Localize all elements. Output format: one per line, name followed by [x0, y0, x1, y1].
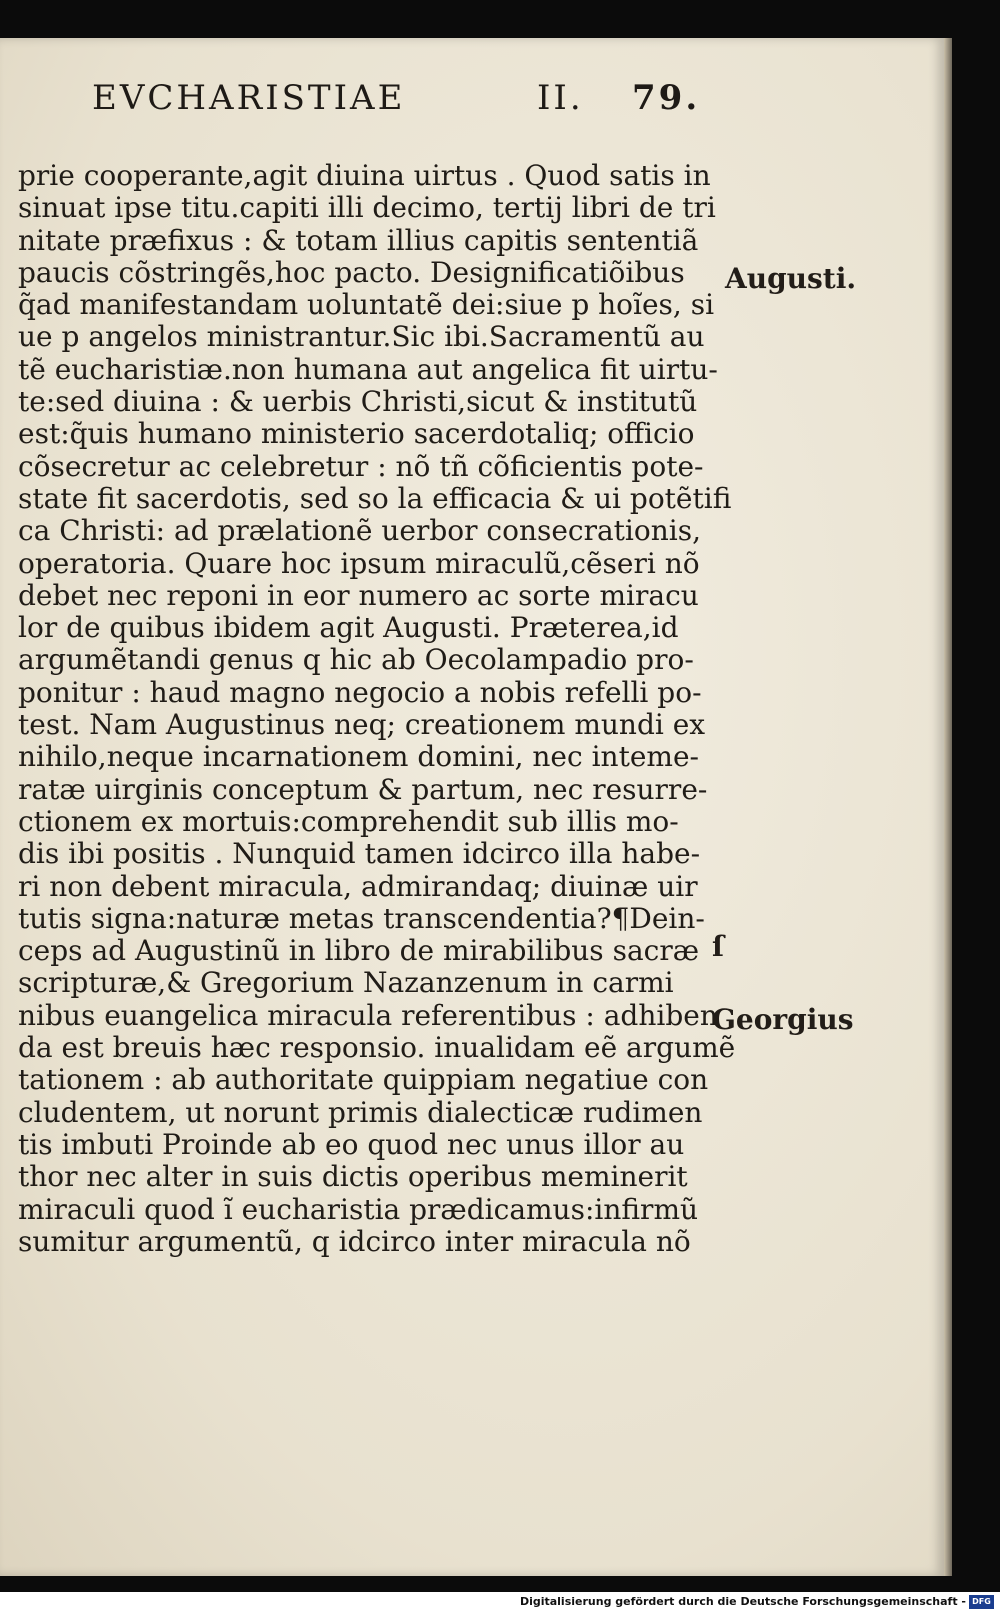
funding-credit: Digitalisierung gefördert durch die Deutsche Forschungsgemeinschaft - [519, 1595, 966, 1608]
text-line: state fit sacerdotis, sed so la efficacia & ui potẽtifi [18, 481, 732, 515]
body-text [18, 159, 736, 1258]
text-line: est:q̃uis humano ministerio sacerdotaliq; officio [18, 417, 695, 451]
text-line: nitate præfixus : & totam illius capitis sententiã [18, 223, 699, 257]
text-line: ceps ad Augustinũ in libro de mirabilibus sacræ [18, 934, 700, 968]
text-line: te:sed diuina : & uerbis Christi,sicut & institutũ [18, 385, 698, 419]
text-line: ctionem ex mortuis:comprehendit sub illis mo- [18, 804, 679, 838]
dfg-logo: DFG [969, 1595, 994, 1609]
text-line: debet nec reponi in eor numero ac sorte miracu [18, 578, 699, 612]
section-number: II. [537, 78, 584, 118]
text-line: scripturæ,& Gregorium Nazanzenum in carmi [18, 966, 674, 1000]
running-title: EVCHARISTIAE [92, 78, 406, 118]
text-line: ri non debent miracula, admirandaq; diuinæ uir [18, 869, 698, 903]
text-line: sumitur argumentũ, q idcirco inter miracula nõ [18, 1224, 691, 1258]
text-line: cludentem, ut norunt primis dialecticæ rudimen [18, 1095, 703, 1129]
page-edge [944, 38, 952, 1576]
text-line: operatoria. Quare hoc ipsum miraculũ,cẽseri nõ [18, 546, 700, 580]
text-line: cõsecretur ac celebretur : nõ tñ cõficientis pote- [18, 449, 704, 483]
text-line: q̃ad manifestandam uoluntatẽ dei:siue p hoĩes, si [18, 288, 715, 322]
text-line: ue p angelos ministrantur.Sic ibi.Sacramentũ au [18, 320, 705, 354]
text-line: lor de quibus ibidem agit Augusti. Præterea,id [18, 611, 679, 645]
text-line: paucis cõstringẽs,hoc pacto. Designificatiõibus [18, 255, 685, 289]
text-line: nihilo,neque incarnationem domini, nec inteme- [18, 740, 699, 774]
text-line: ponitur : haud magno negocio a nobis refelli po- [18, 675, 702, 709]
text-line: tationem : ab authoritate quippiam negatiue con [18, 1063, 709, 1097]
text-line: test. Nam Augustinus neq; creationem mundi ex [18, 708, 706, 742]
page-header [92, 78, 702, 118]
margin-note-georgius: Georgius [712, 1003, 854, 1036]
text-line: tutis signa:naturæ metas transcendentia?¶Dein- [18, 901, 705, 935]
margin-note-augusti: Augusti. [725, 262, 857, 295]
text-line: nibus euangelica miracula referentibus : adhiben [18, 998, 718, 1032]
text-line: da est breuis hæc responsio. inualidam eẽ argumẽ [18, 1031, 736, 1065]
text-line: tẽ eucharistiæ.non humana aut angelica fit uirtu- [18, 352, 718, 386]
folio-number: 79. [632, 78, 701, 118]
text-line: dis ibi positis . Nunquid tamen idcirco illa habe- [18, 837, 701, 871]
text-line: ratæ uirginis conceptum & partum, nec resurre- [18, 772, 708, 806]
text-line: tis imbuti Proinde ab eo quod nec unus illor au [18, 1127, 685, 1161]
text-line: miraculi quod ĩ eucharistia prædicamus:infirmũ [18, 1192, 699, 1226]
text-line: sinuat ipse titu.capiti illi decimo, tertij libri de tri [18, 191, 716, 225]
text-line: thor nec alter in suis dictis operibus meminerit [18, 1160, 688, 1194]
text-line: ca Christi: ad prælationẽ uerbor consecrationis, [18, 514, 701, 548]
margin-note-mark: ſ [712, 930, 725, 963]
text-line: argumẽtandi genus q hic ab Oecolampadio pro- [18, 643, 694, 677]
text-line: prie cooperante,agit diuina uirtus . Quod satis in [18, 159, 711, 192]
footer-bar [0, 1592, 1000, 1615]
